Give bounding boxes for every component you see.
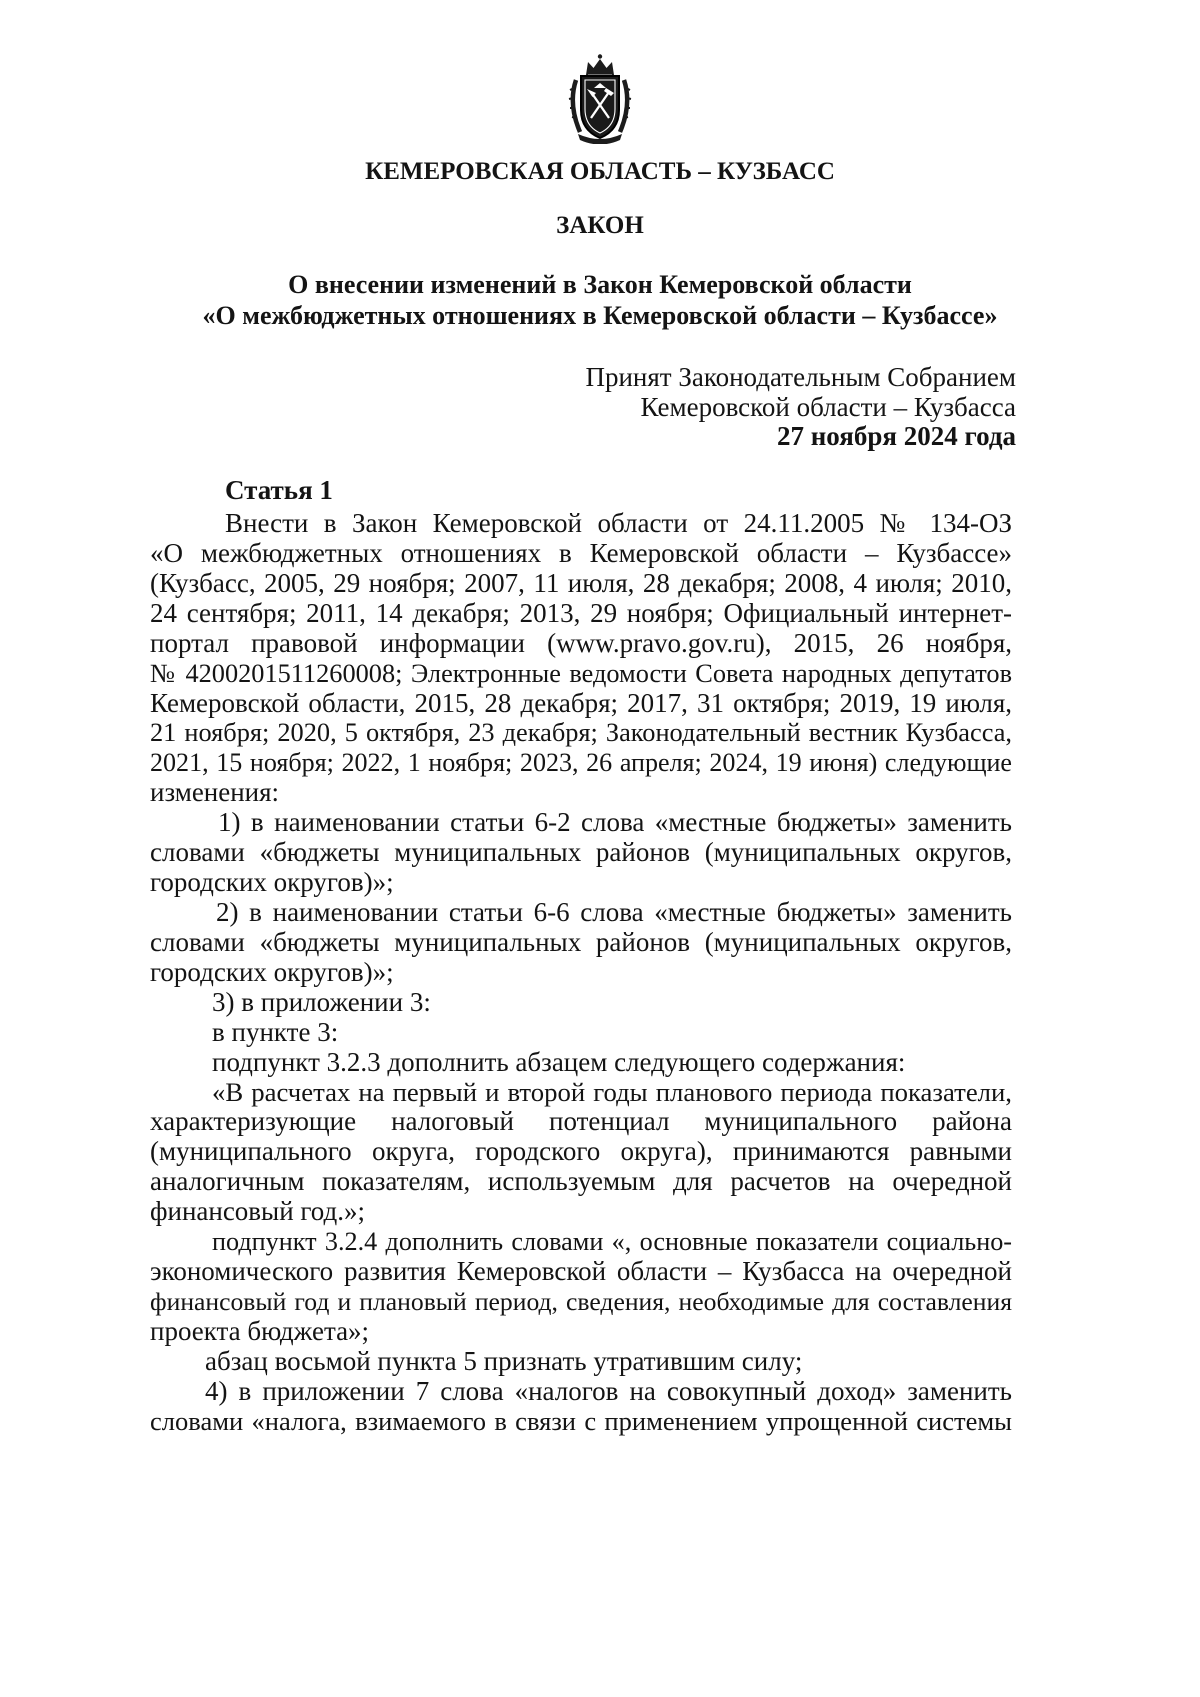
article-text-line: изменения: (150, 777, 280, 808)
adoption-note-line: Принят Законодательным Собранием (585, 362, 1016, 392)
adoption-date: 27 ноября 2024 года (777, 421, 1016, 451)
article-text-line: финансовый год и плановый период, сведения, необходимые для составления (150, 1286, 1012, 1316)
adoption-note-line: Кемеровской области – Кузбасса (640, 392, 1016, 422)
article-text-line: характеризующие налоговый потенциал муниципального района (150, 1106, 1012, 1137)
article-heading: Статья 1 (225, 475, 333, 505)
article-text-line: абзац восьмой пункта 5 признать утратившим силу; (205, 1345, 803, 1376)
article-text-line: финансовый год.»; (150, 1196, 366, 1227)
region-heading: КЕМЕРОВСКАЯ ОБЛАСТЬ – КУЗБАСС (365, 158, 835, 185)
article-body (150, 509, 1012, 1437)
law-title-line: «О межбюджетных отношениях в Кемеровской области – Кузбассе» (202, 301, 998, 330)
article-text-line: 1) в наименовании статьи 6-2 слова «местные бюджеты» заменить (218, 807, 1012, 838)
article-text-line: словами «бюджеты муниципальных районов (муниципальных округов, (150, 926, 1012, 957)
article-text-line: экономического развития Кемеровской области – Кузбасса на очередной (150, 1256, 1012, 1287)
coat-of-arms-emblem (567, 52, 633, 144)
article-text-line: в пункте 3: (212, 1016, 339, 1047)
law-title-line: О внесении изменений в Закон Кемеровской области (288, 270, 912, 299)
article-text-line: (муниципального округа, городского округа), принимаются равными (150, 1136, 1012, 1167)
article-text-line: словами «налога, взимаемого в связи с применением упрощенной системы (150, 1405, 1012, 1436)
article-text-line: 21 ноября; 2020, 5 октября, 23 декабря; Законодательный вестник Кузбасса, (150, 718, 1012, 748)
article-text-line: подпункт 3.2.3 дополнить абзацем следующего содержания: (212, 1046, 906, 1077)
article-text-line: портал правовой информации (www.pravo.gov.ru), 2015, 26 ноября, (150, 627, 1012, 658)
article-text-line: (Кузбасс, 2005, 29 ноября; 2007, 11 июля, 28 декабря; 2008, 4 июля; 2010, (150, 567, 1012, 598)
article-text-line: 24 сентября; 2011, 14 декабря; 2013, 29 ноября; Официальный интернет- (150, 597, 1012, 628)
article-text-line: 4) в приложении 7 слова «налогов на совокупный доход» заменить (205, 1375, 1012, 1406)
article-text-line: городских округов)»; (150, 867, 394, 898)
article-text-line: городских округов)»; (150, 956, 394, 987)
article-text-line: Кемеровской области, 2015, 28 декабря; 2017, 31 октября; 2019, 19 июля, (150, 687, 1012, 718)
article-text-line: подпункт 3.2.4 дополнить словами «, основные показатели социально- (212, 1227, 1012, 1257)
article-text-line: № 4200201511260008; Электронные ведомости Совета народных депутатов (150, 658, 1012, 688)
article-text-line: словами «бюджеты муниципальных районов (муниципальных округов, (150, 837, 1012, 868)
article-text-line: 2021, 15 ноября; 2022, 1 ноября; 2023, 26 апреля; 2024, 19 июня) следующие (150, 748, 1012, 778)
article-text-line: проекта бюджета»; (150, 1315, 370, 1346)
article-text-line: 2) в наименовании статьи 6-6 слова «местные бюджеты» заменить (216, 896, 1012, 927)
article-text-line: «В расчетах на первый и второй годы планового периода показатели, (212, 1076, 1012, 1107)
article-text-line: 3) в приложении 3: (212, 986, 431, 1017)
article-text-line: аналогичным показателям, используемым для расчетов на очередной (150, 1166, 1012, 1197)
article-text-line: «О межбюджетных отношениях в Кемеровской области – Кузбассе» (150, 537, 1012, 568)
document-type-heading: ЗАКОН (556, 212, 644, 239)
article-text-line: Внести в Закон Кемеровской области от 24.11.2005 № 134-ОЗ (225, 508, 1012, 538)
